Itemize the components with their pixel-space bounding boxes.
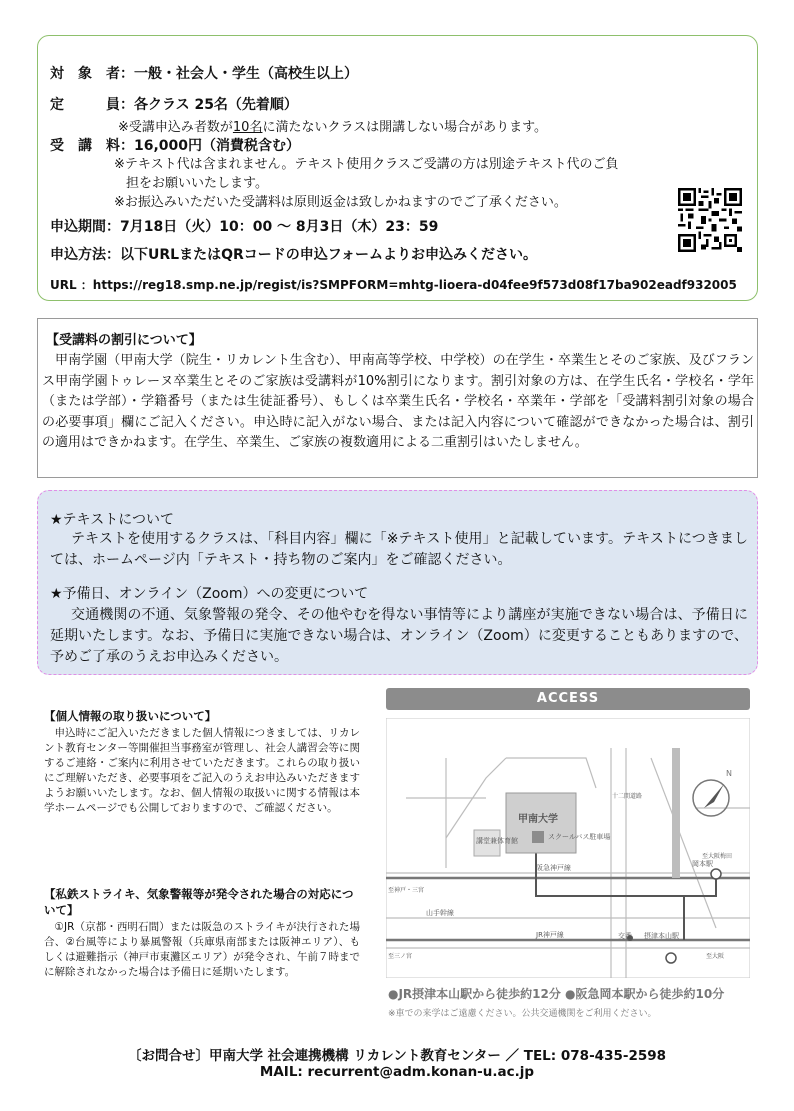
building-label: 講堂兼体育館 [476,837,518,845]
capacity: 定 員：各クラス 25名（先着順） [50,97,298,113]
strike-body: ①JR（京都・西明石間）または阪急のストライキが決行された場合、②台風等により暴風警報（兵庫県南部または阪神エリア）、もしくは避難指示（神戸市東灘区エリア）が発令され、午前７時までに解除されなかった場合は予備日に延期いたします。 [44,921,360,978]
juniken-road-label: 十二間道路 [612,793,643,800]
reserve-day-heading: ★予備日、オンライン（Zoom）への変更について [50,586,369,602]
fee: 受 講 料：16,000円（消費税含む） [50,138,301,154]
application-method: 申込方法：以下URLまたはQRコードの申込フォームよりお申込みください。 [50,247,538,263]
koban-label: 交番 [618,932,632,940]
osaka-direction-label: 至大阪 [706,953,725,960]
registration-info-box [37,35,758,301]
text-notice-heading: ★テキストについて [50,512,174,528]
reserve-day-body: 交通機関の不通、気象警報の発令、その他やむを得ない事情等により講座が実施できない場合は、予備日に延期いたします。なお、予備日に実施できない場合は、オンライン（Zoom）に変更することもありますので、予めご了承のうえお申込みください。 [50,607,748,665]
strike-title: 【私鉄ストライキ、気象警報等が発令された場合の対応について】 [44,887,354,917]
okamoto-station-label: 岡本駅 [692,860,713,868]
discount-box [37,318,758,478]
access-section [386,688,750,1028]
access-walking-time: ●JR摂津本山駅から徒歩約12分 ●阪急岡本駅から徒歩約10分 [388,987,725,1001]
yamate-road-label: 山手幹線 [426,909,454,917]
fee-note-3: ※お振込みいただいた受講料は原則返金は致しかねますのでご了承ください。 [114,195,567,210]
access-header: ACCESS [386,688,750,710]
jr-road-label: JR神戸線 [536,931,564,939]
svg-text:N: N [726,769,732,778]
text-notice-body: テキストを使用するクラスは、「科目内容」欄に「※テキスト使用」と記載しています。テキストにつきましては、ホームページ内「テキスト・持ち物のご案内」をご確認ください。 [50,531,748,568]
notice-box [37,490,758,675]
busstop-label: スクールバス駐車場 [548,833,611,841]
access-map [386,718,750,978]
university-label: 甲南大学 [518,814,558,825]
discount-body: 甲南学園（甲南大学（院生・リカレント生含む）、甲南高等学校、中学校）の在学生・卒業生とそのご家族、及びフランス甲南学園トゥレーヌ卒業生とそのご家族は受講料が10%割引になります。割引対象の方は、在学生氏名・学校名・学年（または学部）・学籍番号（または生徒証番号）、もしくは卒業生氏名・学校名・卒業年・学部を「受講料割引対象の場合の必要事項」欄にご記入ください。申込時に記入がない場合、または記入内容について確認ができなかった場合は、割引の適用はできかねます。在学生、卒業生、ご家族の複数適用による二重割引はいたしません。 [42,353,754,450]
umeda-direction-label: 至大阪梅田 [702,853,733,860]
fee-note-1: ※テキスト代は含まれません。テキスト使用クラスご受講の方は別途テキスト代のご負 [114,157,619,172]
fee-note-2: 担をお願いいたします。 [126,176,268,191]
contact-line: 〔お問合せ〕甲南大学 社会連携機構 リカレント教育センター ／ TEL: 078-435-2598 [127,1048,667,1064]
application-period: 申込期間：7月18日（火）10：00 〜 8月3日（木）23：59 [50,219,439,235]
kobe-direction-label: 至神戸・三宮 [388,887,425,894]
qr-code-icon[interactable] [678,188,742,252]
privacy-body: 申込時にご記入いただきました個人情報につきましては、リカレント教育センター等開催担当事務室が管理し、社会人講習会等に関するご連絡・ご案内に利用させていただきます。これらの取り扱いにご理解いただき、必要事項をご記入のうえお申込みいただきますようお願いいたします。なお、個人情報の取扱いに関する情報は本学ホームページでも公開しておりますので、ご確認ください。 [44,727,360,814]
privacy-title: 【個人情報の取り扱いについて】 [44,709,217,723]
registration-url[interactable]: URL ：https://reg18.smp.ne.jp/regist/is?SMPFORM=mhtg-lioera-d04fee9f573d08f17ba902eadf932005 [50,278,737,292]
discount-title: 【受講料の割引について】 [46,333,202,348]
target-audience: 対 象 者：一般・社会人・学生（高校生以上） [50,66,358,82]
sannomiya-direction-label: 至三ノ宮 [388,953,413,960]
hankyu-road-label: 阪急神戸線 [536,864,571,872]
settsu-station-label: 摂津本山駅 [644,932,679,940]
contact-email[interactable]: MAIL: recurrent@adm.konan-u.ac.jp [259,1064,535,1080]
access-car-note: ※車での来学はご遠慮ください。公共交通機関をご利用ください。 [388,1009,657,1019]
capacity-note: ※受講申込み者数が10名に満たないクラスは開講しない場合があります。 [118,120,548,135]
